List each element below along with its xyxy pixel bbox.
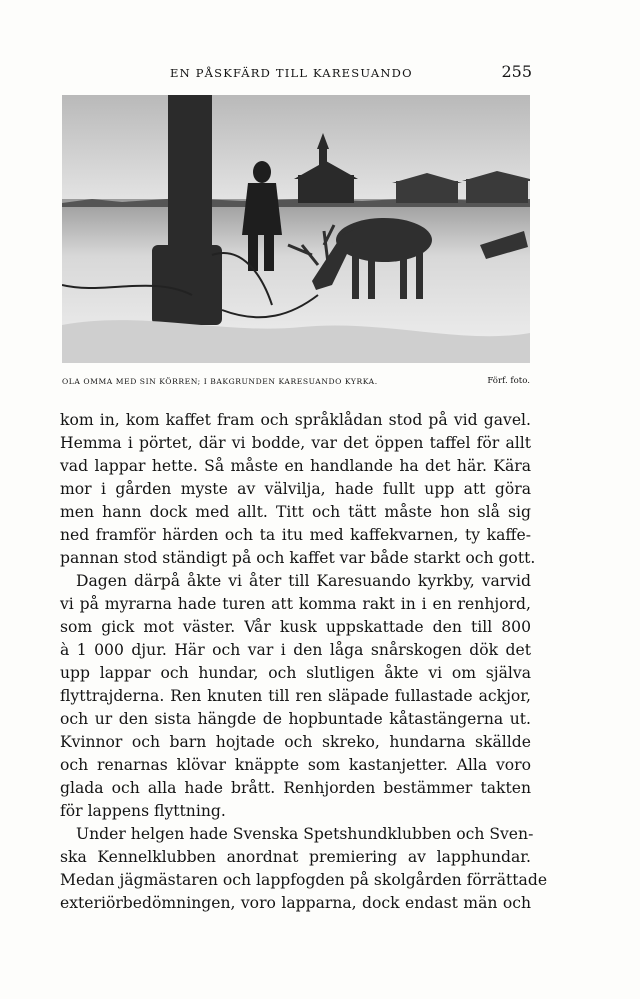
- text-line: à 1 000 djur. Här och var i den låga snårskogen dök det: [60, 641, 531, 659]
- text-line: glada och alla hade brått. Renhjorden bestämmer takten: [60, 779, 531, 797]
- text-line: för lappens flyttning.: [60, 802, 226, 820]
- text-line: flyttrajderna. Ren knuten till ren släpade fullastade ackjor,: [60, 687, 531, 705]
- sky: [62, 95, 530, 207]
- page-header: [60, 62, 532, 84]
- text-line: pannan stod ständigt på och kaffet var både starkt och gott.: [60, 549, 536, 567]
- text-line: vad lappar hette. Så måste en handlande ha det här. Kära: [60, 457, 531, 475]
- text-line: Hemma i pörtet, där vi bodde, var det öppen taffel för allt: [60, 434, 531, 452]
- photograph: [62, 95, 530, 363]
- text-line: ska Kennelklubben anordnat premiering av lapphundar.: [60, 848, 531, 866]
- text-line: som gick mot väster. Vår kusk uppskattade den till 800: [60, 618, 531, 636]
- page-number: 255: [501, 62, 532, 81]
- caption-text: OLA OMMA MED SIN KÖRREN; I BAKGRUNDEN KARESUANDO KYRKA.: [62, 377, 378, 386]
- running-title: EN PÅSKFÄRD TILL KARESUANDO: [170, 66, 413, 80]
- text-line: Kvinnor och barn hojtade och skreko, hundarna skällde: [60, 733, 531, 751]
- text-line: upp lappar och hundar, och slutligen åkte vi om själva: [60, 664, 531, 682]
- text-line: och ur den sista hängde de hopbuntade kåtastängerna ut.: [60, 710, 531, 728]
- text-line: Medan jägmästaren och lappfogden på skolgården förrättade: [60, 871, 548, 889]
- text-line: kom in, kom kaffet fram och språklådan stod på vid gavel.: [60, 411, 531, 429]
- text-line: Under helgen hade Svenska Spetshundklubben och Sven-: [76, 825, 534, 843]
- text-line: Dagen därpå åkte vi åter till Karesuando kyrkby, varvid: [76, 572, 531, 590]
- text-line: men hann dock med allt. Titt och tätt måste hon slå sig: [60, 503, 531, 521]
- text-line: och renarnas klövar knäppte som kastanjetter. Alla voro: [60, 756, 531, 774]
- text-line: ned framför härden och ta itu med kaffekvarnen, ty kaffe-: [60, 526, 531, 544]
- photo-credit: Förf. foto.: [487, 376, 530, 386]
- text-line: vi på myrarna hade turen att komma rakt in i en renhjord,: [60, 595, 531, 613]
- text-line: exteriörbedömningen, voro lapparna, dock endast män och: [60, 894, 531, 912]
- figure-caption: [62, 377, 530, 391]
- text-line: mor i gården myste av välvilja, hade fullt upp att göra: [60, 480, 531, 498]
- body-text: [60, 409, 548, 915]
